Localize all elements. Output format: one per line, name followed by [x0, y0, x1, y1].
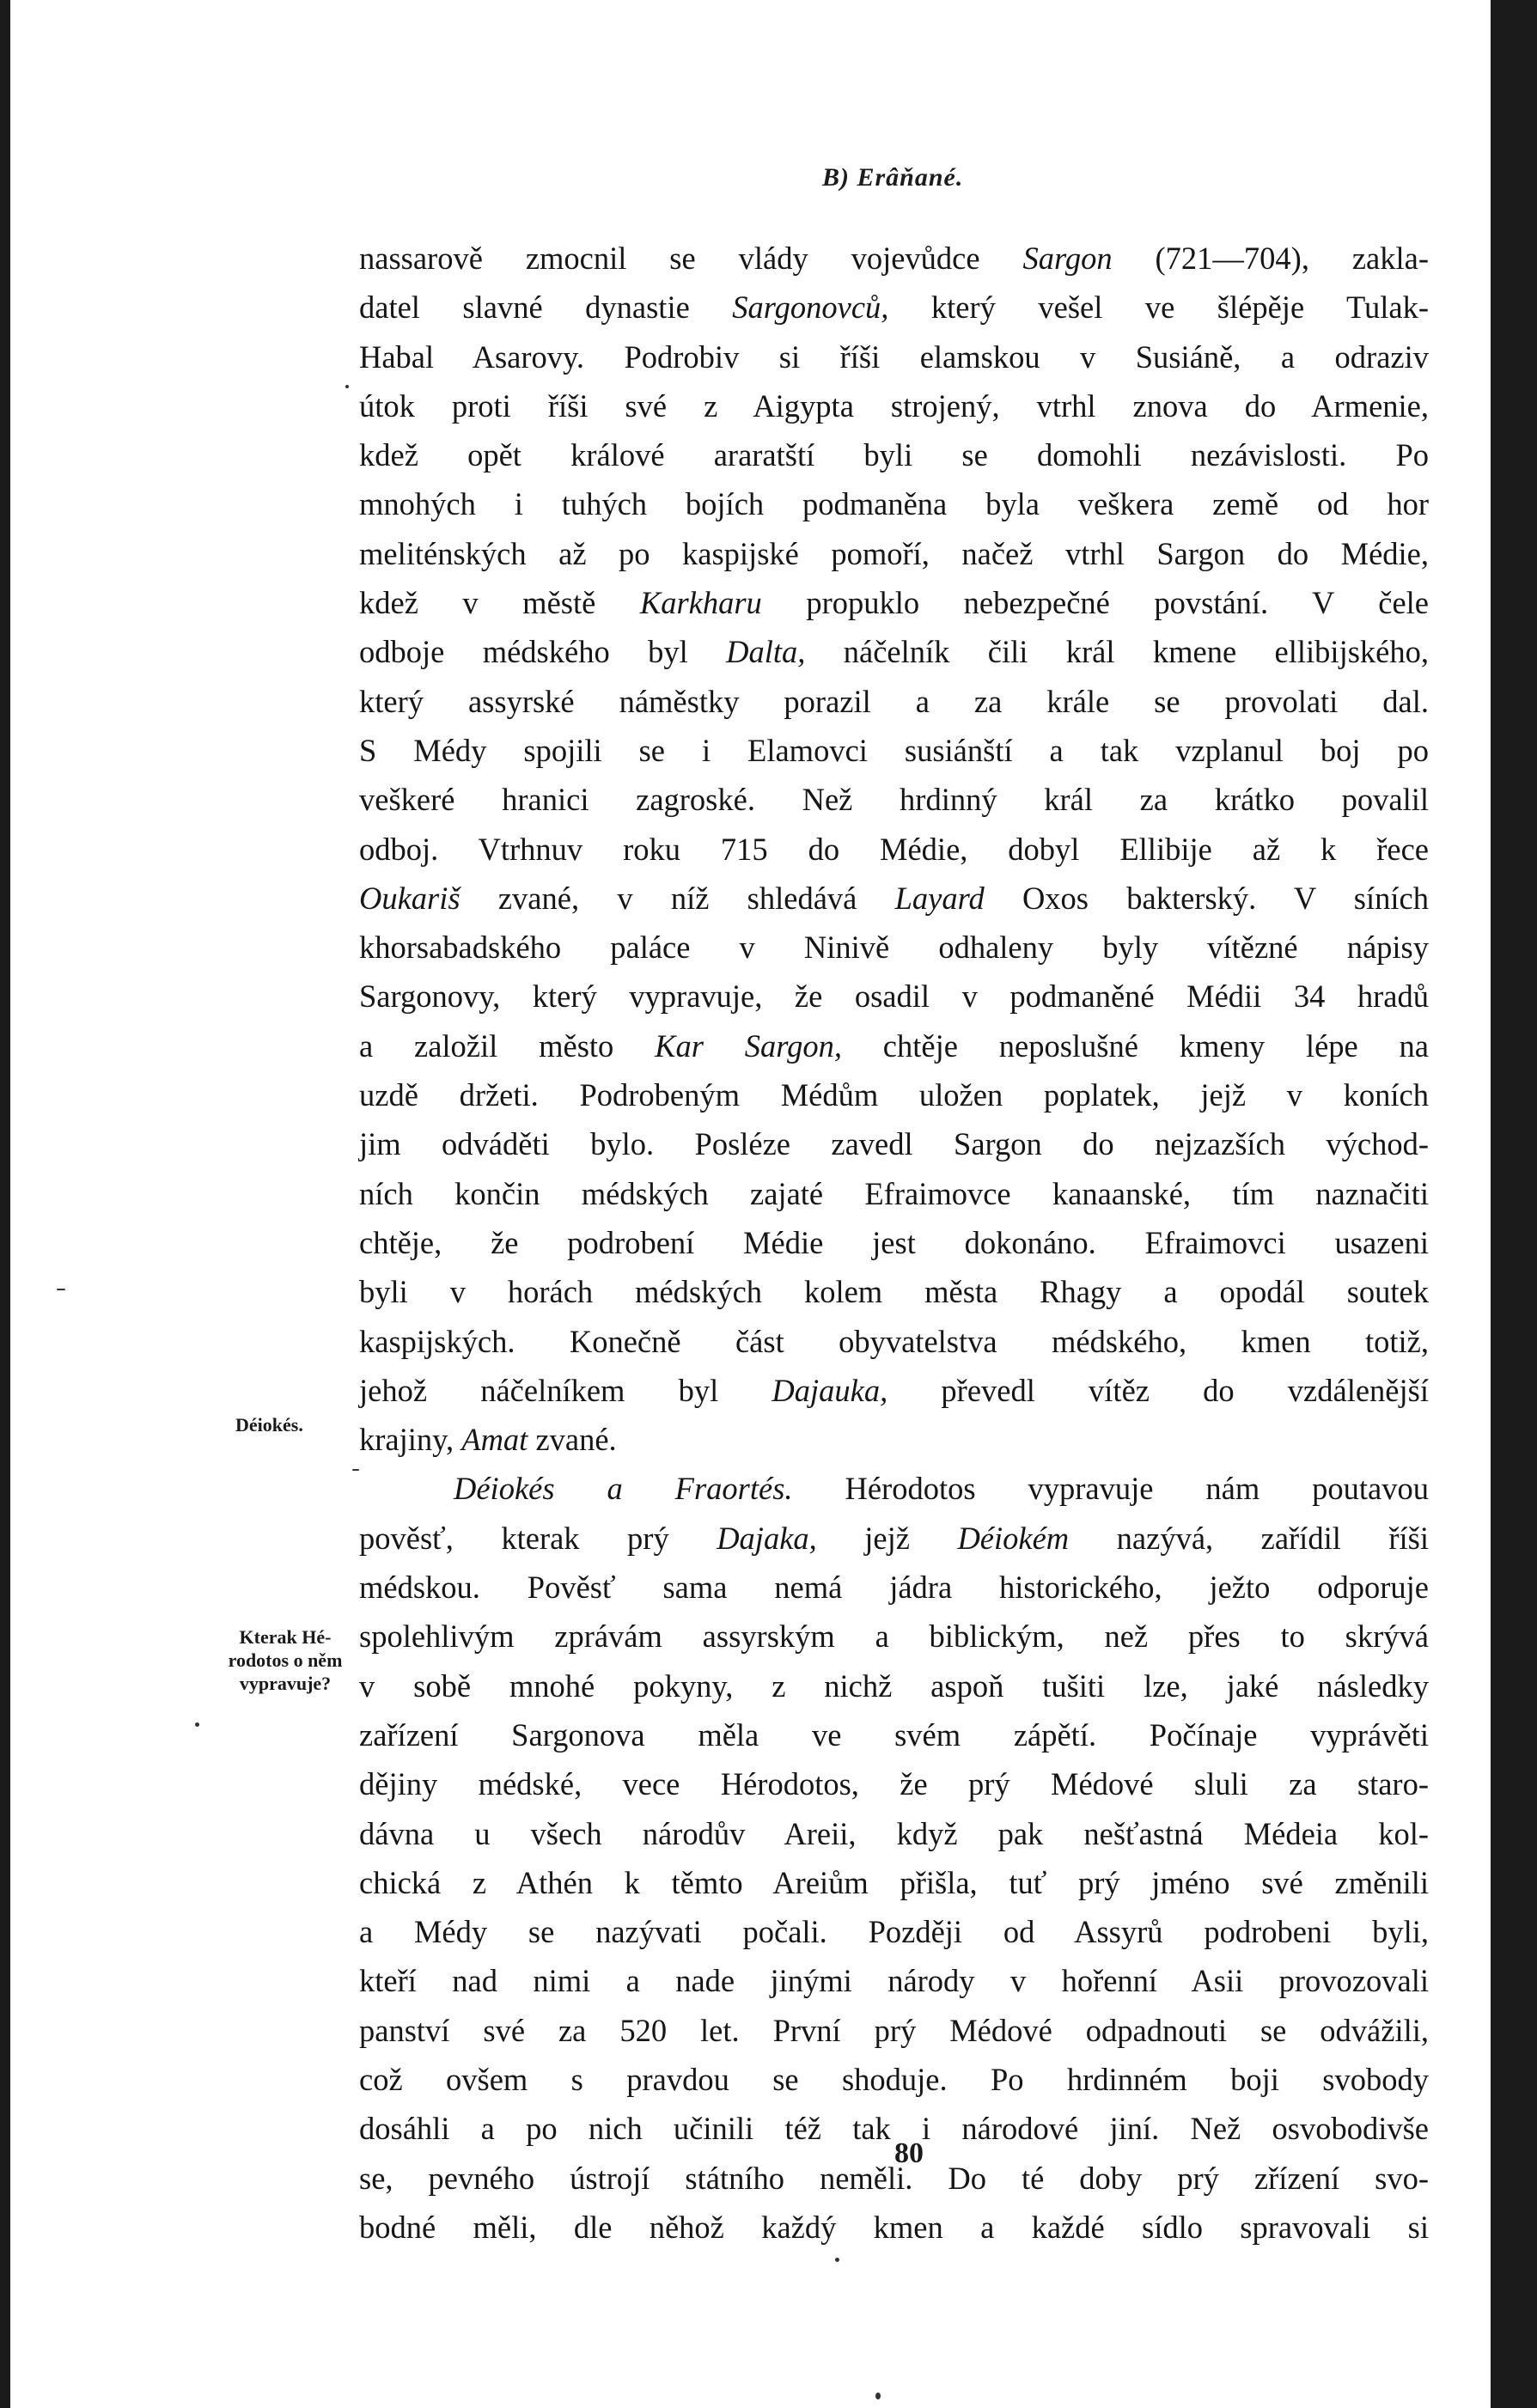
margin-note-deiokes: Déiokés.: [235, 1414, 303, 1436]
scan-edge: [1491, 0, 1514, 2408]
margin-note-line: vypravuje?: [239, 1673, 332, 1694]
print-speck: [345, 385, 349, 388]
text-line-15: khorsabadského paláce v Ninivě odhaleny byly vítězné nápisy: [359, 930, 1429, 966]
text-line-22: byli v horách médských kolem města Rhagy a opodál soutek: [359, 1274, 1429, 1310]
margin-note-line: Kterak Hé-: [239, 1626, 332, 1648]
text-line-18: uzdě držeti. Podrobeným Médům uložen poplatek, jejž v koních: [359, 1077, 1429, 1113]
text-line-34: chická z Athén k těmto Areiům přišla, tuť prý jméno své změnili: [359, 1864, 1429, 1900]
text-line-39: dosáhli a po nich učinili též tak i národové jiní. Než osvobodivše: [359, 2111, 1429, 2147]
text-line-41: bodné měli, dle něhož každý kmen a každé sídlo spravovali si: [359, 2209, 1429, 2245]
text-line-37: panství své za 520 let. První prý Médové odpadnouti se odvážili,: [359, 2012, 1429, 2048]
text-line-8: kdež v městě Karkharu propuklo nebezpečné povstání. V čele: [359, 585, 1429, 621]
text-line-9: odboje médského byl Dalta, náčelník čili král kmene ellibijského,: [359, 634, 1429, 670]
print-speck: [195, 1722, 199, 1727]
running-head: B) Erâňané.: [822, 163, 964, 192]
text-line-1: nassarově zmocnil se vlády vojevůdce Sargon (721—704), zakla-: [359, 241, 1429, 276]
print-speck: [57, 1289, 65, 1290]
print-speck: [875, 2393, 881, 2399]
book-page: [10, 0, 1514, 2408]
text-line-12: veškeré hranici zagroské. Než hrdinný král za krátko povalil: [359, 782, 1429, 818]
text-line-6: mnohých i tuhých bojích podmaněna byla veškera země od hor: [359, 486, 1429, 522]
text-line-20: ních končin médských zajaté Efraimovce kanaanské, tím naznačiti: [359, 1175, 1429, 1211]
section-heading-line: Déiokés a Fraortés. Hérodotos vypravuje nám poutavou: [454, 1471, 1429, 1507]
text-line-35: a Médy se nazývati počali. Později od Assyrů podrobeni byli,: [359, 1914, 1429, 1950]
text-line-28: médskou. Pověsť sama nemá jádra historického, ježto odporuje: [359, 1570, 1429, 1606]
text-line-36: kteří nad nimi a nade jinými národy v hořenní Asii provozovali: [359, 1963, 1429, 1999]
text-line-17: a založil město Kar Sargon, chtěje neposlušné kmeny lépe na: [359, 1027, 1429, 1064]
text-line-16: Sargonovy, který vypravuje, že osadil v podmaněné Médii 34 hradů: [359, 978, 1429, 1015]
text-line-10: který assyrské náměstky porazil a za krále se provolati dal.: [359, 683, 1429, 719]
text-line-14: Oukariš zvané, v níž shledává Layard Oxos bakterský. V síních: [359, 880, 1429, 916]
text-line-7: meliténských až po kaspijské pomoří, načež vtrhl Sargon do Médie,: [359, 535, 1429, 571]
margin-note-line: rodotos o něm: [228, 1649, 343, 1671]
print-speck: [835, 2258, 839, 2262]
text-line-33: dávna u všech národův Areii, když pak nešťastná Médeia kol-: [359, 1815, 1429, 1851]
text-line-2: datel slavné dynastie Sargonovců, který vešel ve šlépěje Tulak-: [359, 290, 1429, 326]
text-line-27: pověsť, kterak prý Dajaka, jejž Déiokém nazývá, zařídil říši: [359, 1520, 1429, 1556]
text-line-11: S Médy spojili se i Elamovci susiánští a tak vzplanul boj po: [359, 732, 1429, 768]
text-line-23: kaspijských. Konečně část obyvatelstva médského, kmen totiž,: [359, 1323, 1429, 1359]
text-line-30: v sobě mnohé pokyny, z nichž aspoň tušiti lze, jaké následky: [359, 1667, 1429, 1704]
text-line-24: jehož náčelníkem byl Dajauka, převedl vítěz do vzdálenější: [359, 1372, 1429, 1408]
text-line-19: jim odváděti bylo. Posléze zavedl Sargon do nejzazších východ-: [359, 1126, 1429, 1162]
text-line-4: útok proti říši své z Aigypta strojený, vtrhl znova do Armenie,: [359, 387, 1429, 424]
text-line-32: dějiny médské, vece Hérodotos, že prý Médové sluli za staro-: [359, 1766, 1429, 1802]
print-speck: [352, 1469, 359, 1471]
text-line-5: kdež opět králové araratští byli se domohli nezávislosti. Po: [359, 437, 1429, 473]
page-number: 80: [894, 2137, 924, 2169]
text-line-29: spolehlivým zprávám assyrským a biblickým, než přes to skrývá: [359, 1619, 1429, 1655]
text-line-13: odboj. Vtrhnuv roku 715 do Médie, dobyl Ellibije až k řece: [359, 831, 1429, 867]
text-line-25: krajiny, Amat zvané.: [359, 1422, 617, 1458]
text-line-40: se, pevného ústrojí státního neměli. Do té doby prý zřízení svo-: [359, 2160, 1429, 2196]
margin-note-kterak: [212, 1625, 358, 1695]
body-text: [359, 234, 1429, 2252]
text-line-31: zařízení Sargonova měla ve svém zápětí. Počínaje vyprávěti: [359, 1716, 1429, 1753]
text-line-3: Habal Asarovy. Podrobiv si říši elamskou v Susiáně, a odraziv: [359, 338, 1429, 375]
text-line-21: chtěje, že podrobení Médie jest dokonáno. Efraimovci usazeni: [359, 1224, 1429, 1260]
text-line-38: což ovšem s pravdou se shoduje. Po hrdinném boji svobody: [359, 2061, 1429, 2097]
